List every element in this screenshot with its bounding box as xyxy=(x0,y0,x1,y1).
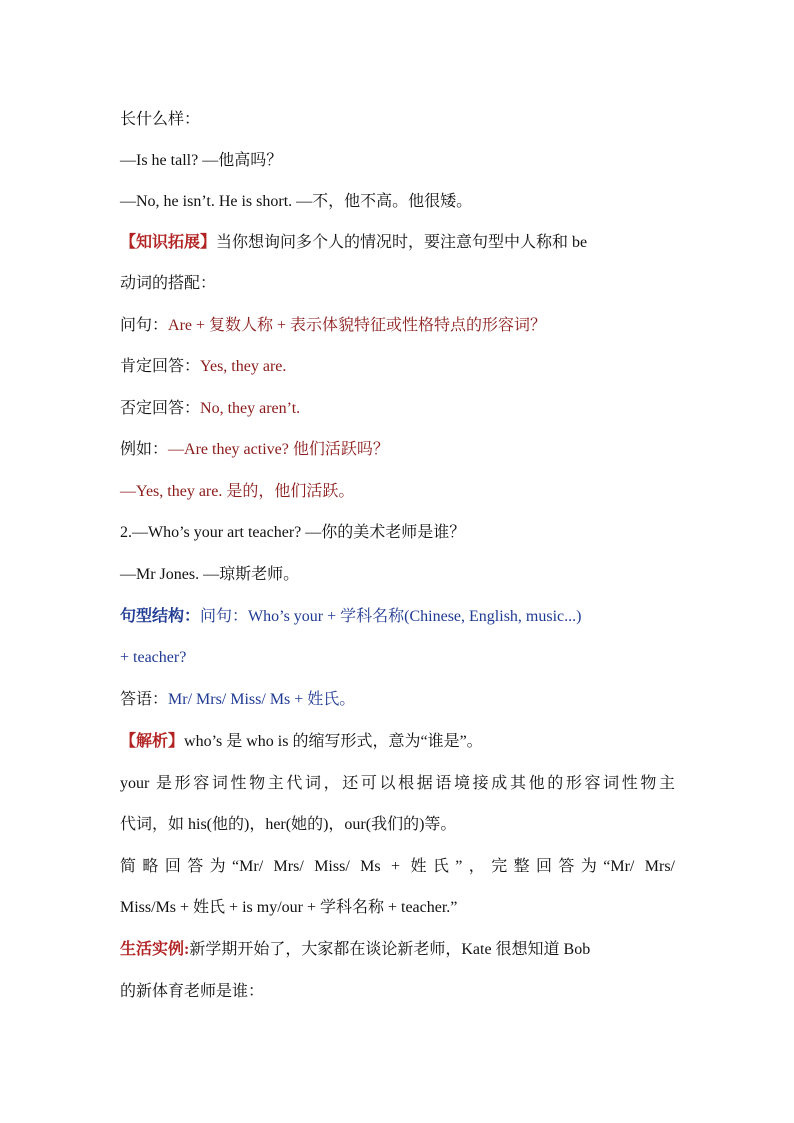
positive-answer xyxy=(120,357,286,377)
label: 问句： xyxy=(200,608,249,625)
label: 问句： xyxy=(120,317,169,334)
text-line: 简略回答为“Mr/ Mrs/ Miss/ Ms + 姓氏”，完整回答为“Mr/ Mrs/ xyxy=(120,858,675,875)
text-line: —No, he isn’t. He is short. —不，他不高。他很矮。 xyxy=(120,193,473,210)
pattern-text: Who’s your + 学科名称(Chinese, English, music...) xyxy=(248,608,582,625)
extension-tag: 【知识拓展】 xyxy=(120,234,217,251)
text-line: 长什么样： xyxy=(120,111,201,128)
text-line: 2.—Who’s your art teacher? —你的美术老师是谁？ xyxy=(120,524,466,541)
text-line: 动词的搭配： xyxy=(120,275,217,292)
analysis-line xyxy=(120,732,483,752)
example-line xyxy=(120,440,389,460)
answer-pattern xyxy=(120,690,355,710)
label: 肯定回答： xyxy=(120,358,201,375)
label: 否定回答： xyxy=(120,400,201,417)
text-line: 代词，如 his(他的)，her(她的)，our(我们的)等。 xyxy=(120,816,457,833)
text-line: your 是形容词性物主代词，还可以根据语境接成其他的形容词性物主 xyxy=(120,775,675,792)
life-text: 新学期开始了，大家都在谈论新老师，Kate 很想知道 Bob xyxy=(189,941,591,958)
extension-paragraph xyxy=(120,233,587,253)
example-line: —Yes, they are. 是的，他们活跃。 xyxy=(120,483,355,500)
text-line: —Is he tall? —他高吗？ xyxy=(120,152,283,169)
answer-text: No, they aren’t. xyxy=(200,400,301,417)
label: 例如： xyxy=(120,441,169,458)
analysis-text: who’s 是 who is 的缩写形式，意为“谁是”。 xyxy=(184,733,483,750)
pattern-text: Are + 复数人称 + 表示体貌特征或性格特点的形容词？ xyxy=(168,317,547,334)
analysis-tag: 【解析】 xyxy=(120,733,185,750)
question-pattern xyxy=(120,316,546,336)
life-example xyxy=(120,940,590,960)
pattern-text: Mr/ Mrs/ Miss/ Ms + 姓氏。 xyxy=(168,691,356,708)
text-line: 的新体育老师是谁： xyxy=(120,983,265,1000)
example-text: —Are they active? 他们活跃吗？ xyxy=(168,441,389,458)
extension-text: 当你想询问多个人的情况时，要注意句型中人称和 be xyxy=(216,234,588,251)
negative-answer xyxy=(120,399,300,419)
text-line: Miss/Ms + 姓氏 + is my/our + 学科名称 + teacher.” xyxy=(120,899,458,916)
life-tag: 生活实例: xyxy=(120,941,190,958)
label: 答语： xyxy=(120,691,169,708)
pattern-line xyxy=(120,607,581,627)
pattern-line: + teacher? xyxy=(120,649,187,666)
pattern-tag: 句型结构： xyxy=(120,608,201,625)
text-line: —Mr Jones. —琼斯老师。 xyxy=(120,566,300,583)
answer-text: Yes, they are. xyxy=(200,358,287,375)
